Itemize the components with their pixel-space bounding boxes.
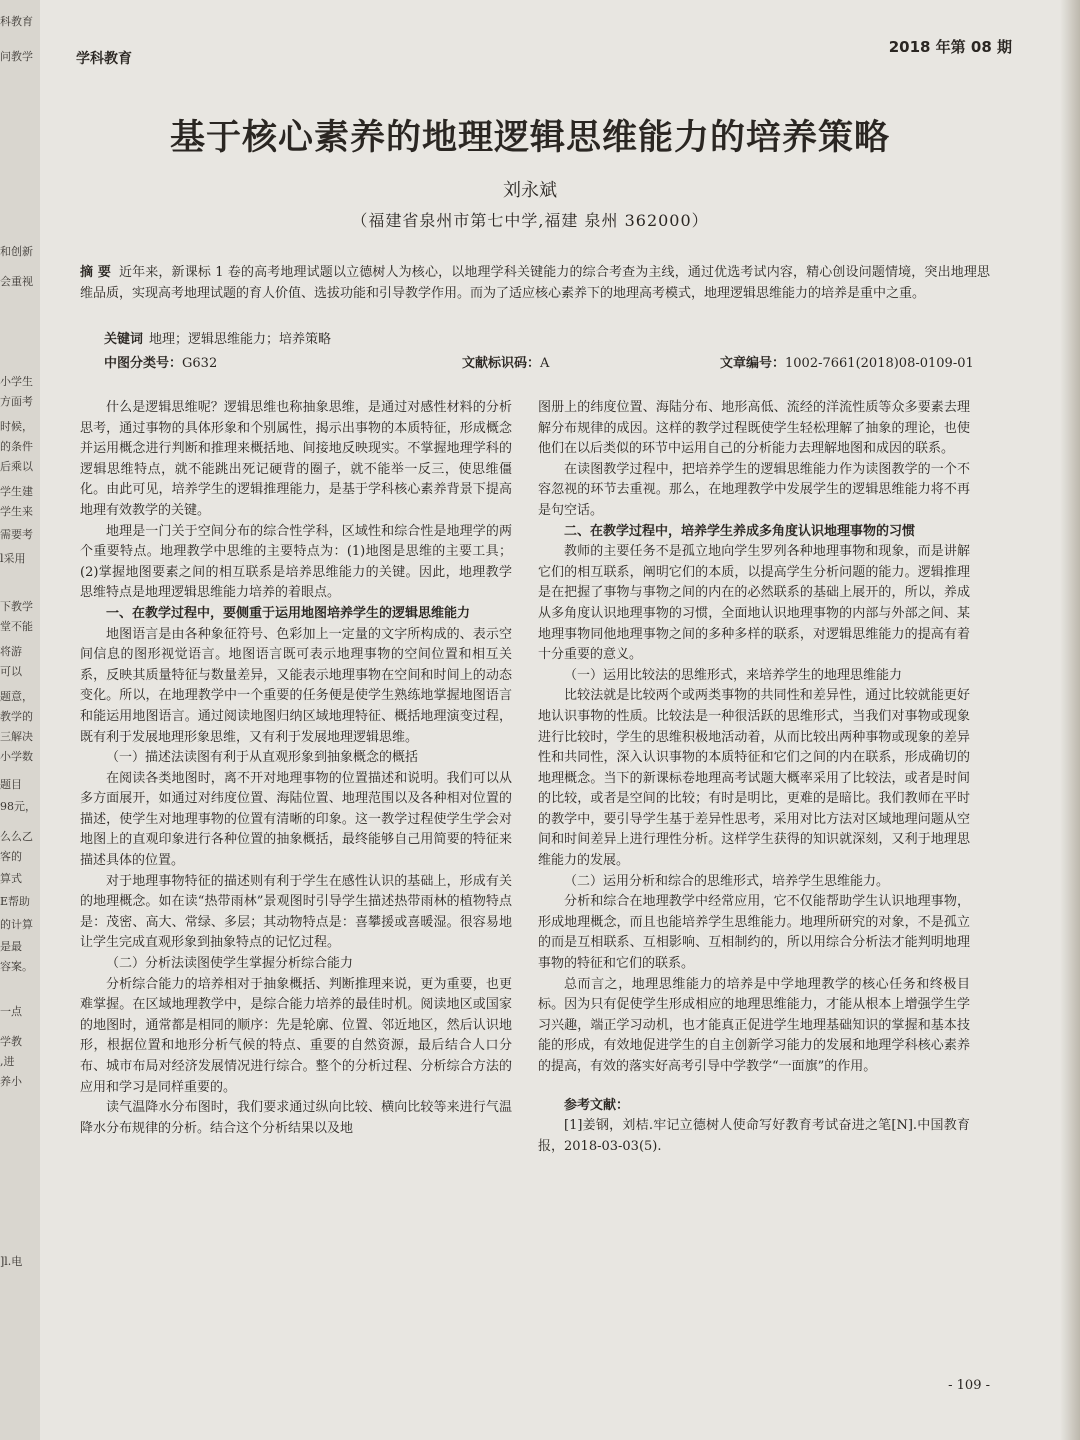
right-column [538,398,970,1157]
keywords [104,330,331,350]
article-title: 基于核心素养的地理逻辑思维能力的培养策略 [169,118,890,158]
left-column [80,398,512,1139]
paragraph: 地理是一门关于空间分布的综合性学科，区域性和综合性是地理学的两个重要特点。地理教学中思维的主要特点为：(1)地图是思维的主要工具；(2)掌握地图要素之间的相互联系是培养思维能力的关键。因此，地理教学思维特点是地理逻辑思维能力培养的着眼点。 [80,523,512,601]
paragraph: 在阅读各类地图时，离不开对地理事物的位置描述和说明。我们可以从多方面展开，如通过对纬度位置、海陆位置、地理范围以及各种相对位置的描述，使学生对地理事物的位置有清晰的印象。这一教学过程使学生学会对地图上的直观印象进行各种位置的抽象概括，最终能够自己用简要的特征来描述具体的位置。 [80,770,512,869]
paragraph: 对于地理事物特征的描述则有利于学生在感性认识的基础上，形成有关的地理概念。如在读“热带雨林”景观图时引导学生描述热带雨林的植物特点是：茂密、高大、常绿、多层；其动物特点是：喜攀援或喜暖湿。很容易地让学生完成直观形象到抽象特点的记忆过程。 [80,873,512,951]
keywords-text: 地理；逻辑思维能力；培养策略 [149,332,332,347]
document-code: 文献标识码：A [462,356,550,371]
prev-page-text-fragment: ,进 [0,1055,15,1068]
prev-page-text-fragment: 是最 [0,940,22,953]
prev-page-text-fragment: 98元， [0,800,36,813]
prev-page-text-fragment: 时候， [0,420,33,433]
prev-page-text-fragment: 会重视 [0,275,33,288]
prev-page-text-fragment: 可以 [0,665,22,678]
keywords-label: 关键词 [104,332,144,347]
prev-page-text-fragment: 题目 [0,778,22,791]
prev-page-text-fragment: 客的 [0,850,22,863]
paragraph: 分析综合能力的培养相对于抽象概括、判断推理来说，更为重要，也更难掌握。在区域地理教学中，是综合能力培养的最佳时机。阅读地区或国家的地图时，通常都是相同的顺序：先是轮廓、位置、邻近地区，然后认识地形，根据位置和地形分析气候的特点、重要的自然资源，最后结合人口分布、城市布局对经济发展情况进行综合。整个的分析过程、分析综合方法的应用和学习是同样重要的。 [80,976,512,1095]
section-header: 学科教育 [76,51,132,67]
paragraph: 总而言之，地理思维能力的培养是中学地理教学的核心任务和终极目标。因为只有促使学生形成相应的地理思维能力，才能从根本上增强学生学习兴趣，端正学习动机，也才能真正促进学生地理基础知识的掌握和基本技能的形成，有效地促进学生的自主创新学习能力的发展和地理学科核心素养的提高，有效的落实好高考引导中学教学“一面旗”的作用。 [538,976,970,1074]
prev-page-text-fragment: E帮助 [0,895,31,908]
issue-header: 2018 年第 08 期 [888,38,1012,56]
prev-page-text-fragment: 的计算 [0,918,33,931]
subsection-heading: （二）运用分析和综合的思维形式，培养学生思维能力。 [564,873,890,889]
subsection-heading: （一）描述法读图有利于从直观形象到抽象概念的概括 [106,750,419,766]
prev-page-text-fragment: ]l.电 [0,1255,23,1268]
clc-number: 中图分类号：G632 [104,356,218,371]
references-title: 参考文献： [564,1097,630,1113]
prev-page-text-fragment: 堂不能 [0,620,33,633]
paragraph: 读气温降水分布图时，我们要求通过纵向比较、横向比较等来进行气温降水分布规律的分析。结合这个分析结果以及地 [80,1100,512,1136]
article-number: 文章编号：1002-7661(2018)08-0109-01 [720,356,974,371]
prev-page-text-fragment: 需要考 [0,528,33,541]
prev-page-text-fragment: 教学的 [0,710,33,723]
prev-page-text-fragment: 学生建 [0,485,33,498]
author-name: 刘永斌 [503,180,557,201]
prev-page-text-fragment: 学教 [0,1035,22,1048]
prev-page-text-fragment: 科教育 [0,15,33,28]
section-heading: 二、在教学过程中，培养学生养成多角度认识地理事物的习惯 [564,523,916,539]
prev-page-text-fragment: 一点 [0,1005,22,1018]
abstract-label: 摘 要 [80,265,111,280]
prev-page-text-fragment: 问教学 [0,50,33,63]
paragraph: 地图语言是由各种象征符号、色彩加上一定量的文字所构成的、表示空间信息的图形视觉语言。地图语言既可表示地理事物的空间位置和相互关系，反映其质量特征与数量差异，又能表示地理事物在空间和时间上的动态变化。所以，在地理教学中一个重要的任务便是使学生熟练地掌握地图语言和能运用地图语言。通过阅读地图归纳区域地理特征、概括地理演变过程，既有利于发展地理形象思维，又有利于发展地理逻辑思维。 [80,626,512,745]
subsection-heading: （二）分析法读图使学生掌握分析综合能力 [106,956,354,972]
prev-page-text-fragment: 算式 [0,872,22,885]
journal-page [40,0,1080,1440]
paragraph: 分析和综合在地理教学中经常应用，它不仅能帮助学生认识地理事物，形成地理概念，而且也能培养学生思维能力。地理所研究的对象，不是孤立的而是互相联系、互相影响、互相制约的，所以用综合分析法才能判明地理事物的特征和它们的联系。 [538,894,970,972]
author-affiliation: （福建省泉州市第七中学,福建 泉州 362000） [351,211,709,230]
prev-page-text-fragment: 后乘以 [0,460,33,473]
subsection-heading: （一）运用比较法的思维形式，来培养学生的地理思维能力 [564,667,903,683]
prev-page-text-fragment: 和创新 [0,245,33,258]
abstract-text: 近年来，新课标 1 卷的高考地理试题以立德树人为核心，以地理学科关键能力的综合考查为主线，通过优选考试内容，精心创设问题情境，突出地理思维品质，实现高考地理试题的育人价值、选拔功能和引导教学作用。而为了适应核心素养下的地理高考模式，地理逻辑思维能力的培养是重中之重。 [80,265,990,301]
prev-page-text-fragment: 小学数 [0,750,33,763]
paragraph: 图册上的纬度位置、海陆分布、地形高低、流经的洋流性质等众多要素去理解分布规律的成因。这样的教学过程既使学生轻松理解了抽象的理论，也使他们在以后类似的环节中运用自己的分析能力去理解地图和成因的联系。 [538,400,970,457]
paragraph: 在读图教学过程中，把培养学生的逻辑思维能力作为读图教学的一个不容忽视的环节去重视。那么，在地理教学中发展学生的逻辑思维能力将不再是句空话。 [538,461,970,518]
prev-page-text-fragment: 养小 [0,1075,22,1088]
section-heading: 一、在教学过程中，要侧重于运用地图培养学生的逻辑思维能力 [106,605,471,621]
prev-page-text-fragment: l采用 [0,552,26,565]
page-number: - 109 - [948,1378,990,1393]
prev-page-text-fragment: 小学生 [0,375,33,388]
prev-page-text-fragment: 学生来 [0,505,33,518]
paragraph: 比较法就是比较两个或两类事物的共同性和差异性，通过比较就能更好地认识事物的性质。比较法是一种很活跃的思维形式，当我们对事物或现象进行比较时，学生的思维积极地活动着，从而比较出两种事物或现象的差异性和共同性，深入认识事物的本质特征和它们之间的内在联系，形成确切的地理概念。当下的新课标卷地理高考试题大概率采用了比较法，或者是时间的比较，或者是空间的比较；有时是明比，更难的是暗比。我们教师在平时的教学中，要引导学生基于差异性思考，采用对比方法对区域地理问题从空间和时间差异上进行理性分析。这样学生获得的知识就深刻，又利于地理思维能力的发展。 [538,688,970,869]
page-edge-shadow [1060,0,1080,1440]
paragraph: 什么是逻辑思维呢？逻辑思维也称抽象思维，是通过对感性材料的分析思考，通过事物的具体形象和个别属性，揭示出事物的本质特征，形成概念并运用概念进行判断和推理来概括地、间接地反映现实。不掌握地理学科的逻辑思维特点，就不能跳出死记硬背的圈子，就不能举一反三，使思维僵化。由此可见，培养学生的逻辑推理能力，是基于学科核心素养背景下提高地理有效教学的关键。 [80,400,512,518]
prev-page-text-fragment: 的条件 [0,440,33,453]
reference-item: [1]姜钢，刘桔.牢记立德树人使命写好教育考试奋进之笔[N].中国教育报，2018-03-03(5). [538,1118,970,1154]
prev-page-text-fragment: 方面考 [0,395,33,408]
prev-page-text-fragment: 题意， [0,690,33,703]
prev-page-text-fragment: 将游 [0,645,22,658]
prev-page-text-fragment: 么么乙 [0,830,33,843]
paragraph: 教师的主要任务不是孤立地向学生罗列各种地理事物和现象，而是讲解它们的相互联系，阐明它们的本质，以提高学生分析问题的能力。逻辑推理是在把握了事物与事物之间的内在的必然联系的基础上展开的，所以，养成从多角度认识地理事物的习惯，全面地认识地理事物的内部与外部之间、某地理事物同他地理事物之间的多种多样的联系，对逻辑思维能力的提高有着十分重要的意义。 [538,544,970,663]
prev-page-text-fragment: 下教学 [0,600,33,613]
prev-page-text-fragment: 三解决 [0,730,33,743]
prev-page-text-fragment: 容案。 [0,960,33,973]
abstract [80,262,990,304]
previous-page-edge [0,0,40,1440]
